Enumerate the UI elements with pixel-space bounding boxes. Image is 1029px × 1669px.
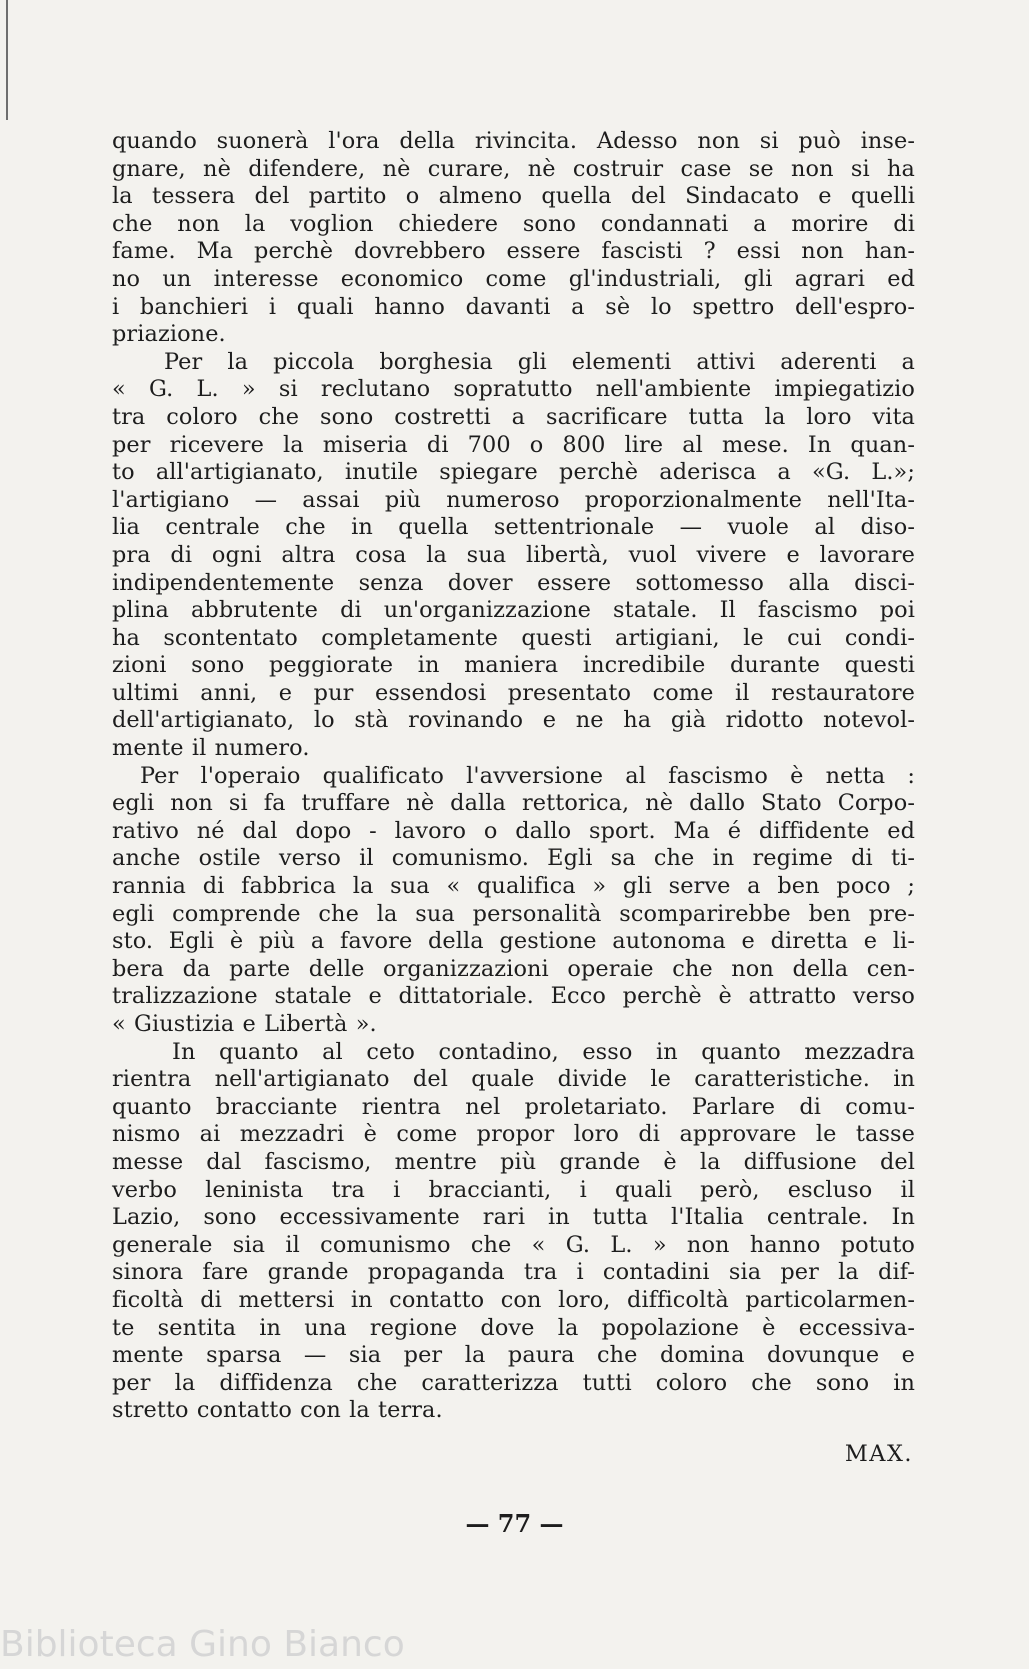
text-line: lia centrale che in quella settentrionale — vuole al diso- [112, 514, 915, 541]
paragraph-1 [112, 128, 915, 349]
text-line: Lazio, sono eccessivamente rari in tutta l'Italia centrale. In [112, 1204, 915, 1231]
page-number: — 77 — [465, 1509, 564, 1538]
text-line: fame. Ma perchè dovrebbero essere fascisti ? essi non han- [112, 238, 915, 265]
text-line: bera da parte delle organizzazioni operaie che non della cen- [112, 955, 915, 982]
text-line: ultimi anni, e pur essendosi presentato come il restauratore [112, 679, 915, 706]
paragraph-3 [112, 763, 915, 1039]
text-line: quando suonerà l'ora della rivincita. Adesso non si può inse- [112, 128, 915, 154]
author-signature: MAX. [844, 1441, 913, 1467]
text-line: dell'artigianato, lo stà rovinando e ne ha già ridotto notevol- [112, 707, 915, 734]
article-body [112, 128, 915, 1425]
text-line: sinora fare grande propaganda tra i contadini sia per la dif- [112, 1259, 915, 1286]
paragraph-4 [112, 1039, 915, 1425]
text-line: mente sparsa — sia per la paura che domina dovunque e [112, 1342, 915, 1369]
text-line: che non la voglion chiedere sono condannati a morire di [112, 210, 915, 237]
text-line: Per l'operaio qualificato l'avversione al fascismo è netta : [140, 762, 915, 789]
text-line: In quanto al ceto contadino, esso in quanto mezzadra [172, 1038, 915, 1065]
text-line: stretto contatto con la terra. [112, 1397, 443, 1424]
text-line: sto. Egli è più a favore della gestione autonoma e diretta e li- [112, 928, 915, 955]
text-line: l'artigiano — assai più numeroso proporzionalmente nell'Ita- [112, 486, 915, 513]
text-line: Per la piccola borghesia gli elementi attivi aderenti a [164, 348, 915, 375]
text-line: gnare, nè difendere, nè curare, nè costruir case se non si ha [112, 155, 915, 182]
text-line: egli comprende che la sua personalità scomparirebbe ben pre- [112, 900, 915, 927]
text-line: per ricevere la miseria di 700 o 800 lire al mese. In quan- [112, 431, 915, 458]
text-line: verbo leninista tra i braccianti, i quali però, escluso il [112, 1176, 915, 1203]
text-line: « G. L. » si reclutano sopratutto nell'ambiente impiegatizio [112, 376, 915, 403]
text-line: la tessera del partito o almeno quella del Sindacato e quelli [112, 183, 915, 210]
library-watermark: Biblioteca Gino Bianco [0, 1624, 405, 1665]
text-line: indipendentemente senza dover essere sottomesso alla disci- [112, 569, 915, 596]
text-line: to all'artigianato, inutile spiegare perchè aderisca a «G. L.»; [112, 459, 915, 486]
text-line: zioni sono peggiorate in maniera incredibile durante questi [112, 652, 915, 679]
text-line: per la diffidenza che caratterizza tutti coloro che sono in [112, 1369, 915, 1396]
text-line: i banchieri i quali hanno davanti a sè lo spettro dell'espro- [112, 293, 915, 320]
text-line: te sentita in una regione dove la popolazione è eccessiva- [112, 1314, 915, 1341]
text-line: quanto bracciante rientra nel proletariato. Parlare di comu- [112, 1093, 915, 1120]
text-line: tralizzazione statale e dittatoriale. Ecco perchè è attratto verso [112, 983, 915, 1010]
text-line: anche ostile verso il comunismo. Egli sa che in regime di ti- [112, 845, 915, 872]
text-line: messe dal fascismo, mentre più grande è la diffusione del [112, 1148, 915, 1175]
text-line: egli non si fa truffare nè dalla rettorica, nè dallo Stato Corpo- [112, 790, 915, 817]
text-line: no un interesse economico come gl'industriali, gli agrari ed [112, 265, 915, 292]
text-line: nismo ai mezzadri è come propor loro di approvare le tasse [112, 1121, 915, 1148]
text-line: « Giustizia e Libertà ». [112, 1011, 377, 1037]
text-line: pra di ogni altra cosa la sua libertà, vuol vivere e lavorare [112, 541, 915, 568]
text-line: ha scontentato completamente questi artigiani, le cui condi- [112, 624, 915, 651]
text-line: rannia di fabbrica la sua « qualifica » gli serve a ben poco ; [112, 873, 915, 900]
paragraph-2 [112, 349, 915, 763]
text-line: mente il numero. [112, 735, 310, 762]
text-line: generale sia il comunismo che « G. L. » non hanno potuto [112, 1231, 915, 1258]
text-line: plina abbrutente di un'organizzazione statale. Il fascismo poi [112, 597, 915, 624]
text-line: tra coloro che sono costretti a sacrificare tutta la loro vita [112, 403, 915, 430]
text-line: priazione. [112, 321, 226, 348]
text-line: rientra nell'artigianato del quale divide le caratteristiche. in [112, 1066, 915, 1093]
text-line: ficoltà di mettersi in contatto con loro, difficoltà particolarmen- [112, 1286, 915, 1313]
text-line: rativo né dal dopo - lavoro o dallo sport. Ma é diffidente ed [112, 817, 915, 844]
page-edge-line [6, 0, 8, 120]
